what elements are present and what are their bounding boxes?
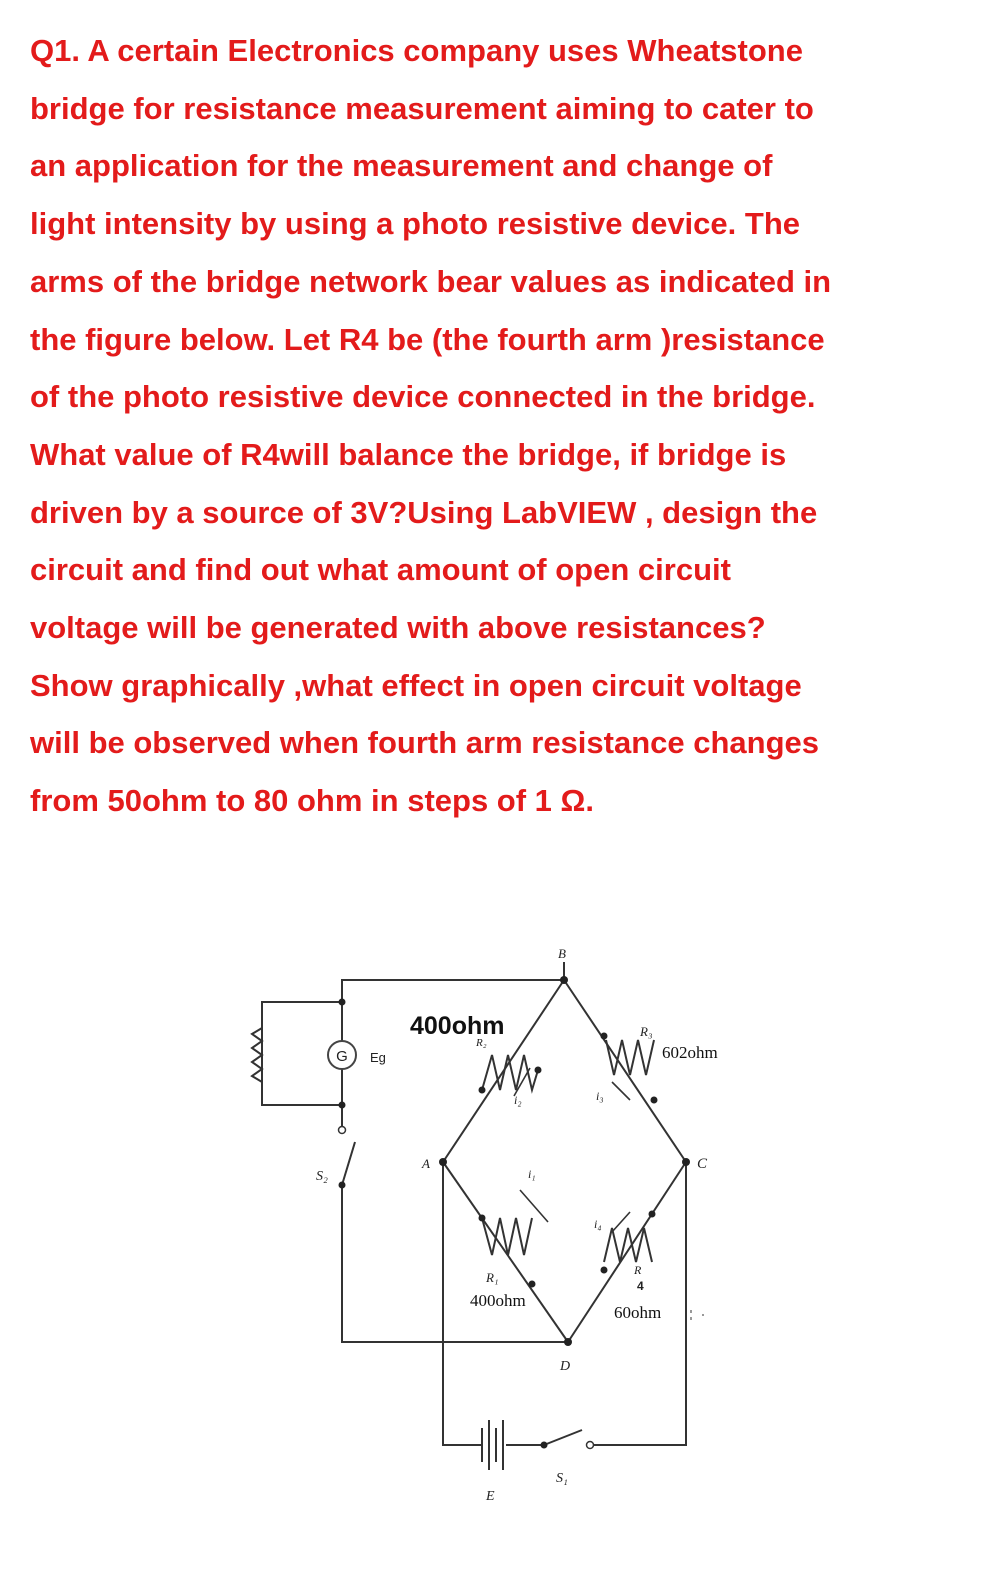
question-line-6: the figure below. Let R4 be (the fourth arm )resistance [30,321,825,357]
switch-s1-label: S₁ [556,1471,568,1486]
question-line-13: will be observed when fourth arm resistance changes [30,725,820,761]
resistor-r4-zigzag [604,1228,652,1262]
node-d-dot [564,1338,572,1346]
question-line-12: Show graphically ,what effect in open circuit voltage [30,667,802,703]
r1-end-dot-1 [479,1215,486,1222]
r3-current-label: i₃ [596,1089,604,1103]
s1-left-dot [541,1442,548,1449]
wheatstone-bridge-diagram [0,930,995,1550]
r1-end-dot-2 [529,1281,536,1288]
node-a-label: A [422,1156,430,1171]
switch-s1-blade [544,1430,582,1445]
light-arrow-r3 [612,1082,630,1100]
r4-value-label: 60ohm [614,1303,662,1322]
switch-s2-blade [342,1142,355,1185]
r2-value-label: 400ohm [410,1012,505,1040]
s1-right-terminal [587,1442,594,1449]
inductor-zigzag [252,1028,262,1082]
node-b-dot [560,976,568,984]
question-line-1: Q1. A certain Electronics company uses Wheatstone [30,33,803,68]
r4-symbol-label: R [634,1263,642,1277]
stray-mark-1 [690,1310,692,1313]
galvanometer-letter: G [336,1048,348,1065]
question-line-7: of the photo resistive device connected in the bridge. [30,379,816,415]
galv-top-dot [339,999,346,1006]
r2-symbol-label: R₂ [476,1037,487,1049]
r3-end-dot-2 [651,1097,658,1104]
question-line-10: circuit and find out what amount of open circuit [30,552,731,588]
node-c-dot [682,1158,690,1166]
question-line-9: driven by a source of 3V?Using LabVIEW , design the [30,494,818,530]
resistor-r1-zigzag [482,1218,532,1255]
resistor-r2-zigzag [482,1055,538,1090]
stray-mark-2 [690,1317,692,1320]
light-arrow-r1 [520,1190,548,1222]
question-text [30,22,960,830]
node-d-label: D [560,1359,571,1374]
r2-end-dot-2 [535,1067,542,1074]
r2-current-label: i₂ [514,1093,522,1107]
r1-current-label: i₁ [528,1167,536,1181]
wire-top-to-b [342,962,564,1002]
r4-end-dot-2 [649,1211,656,1218]
question-line-2: bridge for resistance measurement aiming to cater to [30,90,814,126]
r4-end-dot-1 [601,1267,608,1274]
light-arrow-r2 [514,1068,530,1096]
stray-mark-3 [702,1314,704,1316]
galv-bottom-dot [339,1102,346,1109]
node-c-label: C [697,1156,708,1172]
question-line-3: an application for the measurement and change of [30,148,773,184]
question-line-8: What value of R4will balance the bridge, if bridge is [30,436,787,472]
question-line-5: arms of the bridge network bear values as indicated in [30,263,832,299]
question-line-4: light intensity by using a photo resistive device. The [30,206,800,242]
r3-value-label: 602ohm [662,1043,718,1062]
node-a-dot [439,1158,447,1166]
node-b-label: B [558,946,566,961]
switch-s2-label: S₂ [316,1169,328,1184]
question-line-11: voltage will be generated with above resistances? [30,610,766,646]
wire-s2-to-d [342,1185,568,1342]
resistor-r3-zigzag [606,1040,654,1075]
r1-value-label: 400ohm [470,1291,526,1310]
r3-end-dot-1 [601,1033,608,1040]
arm-a-d [443,1162,568,1342]
s2-upper-terminal [339,1127,346,1134]
question-line-14: from 50ohm to 80 ohm in steps of 1 Ω. [30,783,594,819]
galvanometer-label: Eg [370,1050,386,1065]
s2-lower-dot [339,1182,346,1189]
battery-label: E [486,1489,495,1504]
r2-end-dot-1 [479,1087,486,1094]
arm-b-c [564,980,686,1162]
r1-symbol-label: R₁ [486,1270,499,1285]
r3-symbol-label: R₃ [640,1024,653,1039]
r4-current-label: i₄ [594,1217,602,1231]
r4-subscript-label: 4 [637,1279,644,1293]
